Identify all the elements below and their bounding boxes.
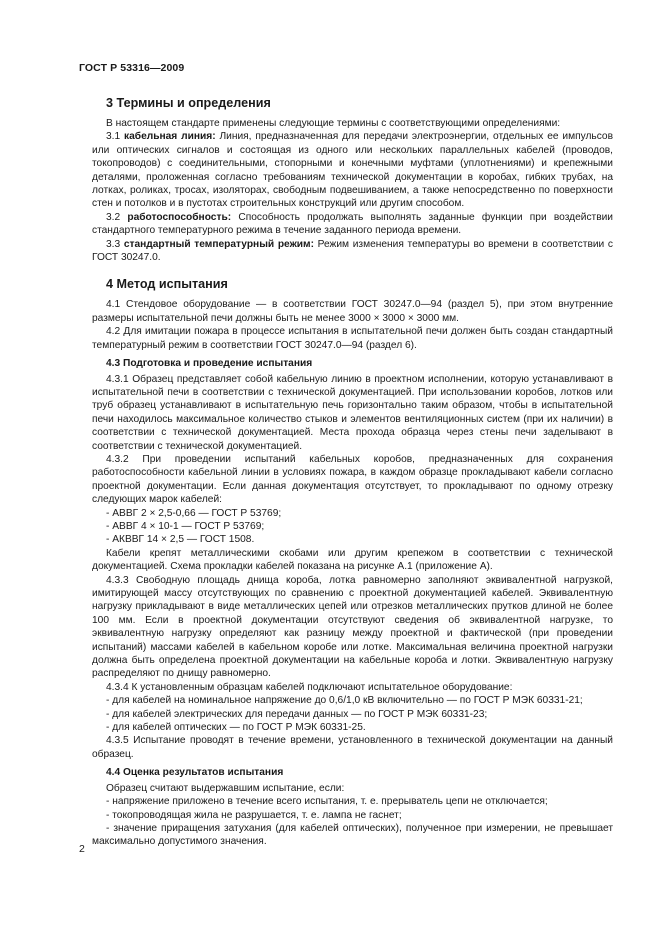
term-3-3-name: стандартный температурный режим: [123,238,314,250]
equipment-list-item: - для кабелей на номинальное напряжение до 0,6/1,0 кВ включительно — по ГОСТ Р МЭК 60331-21; [106,695,583,707]
term-3-3-definition: Режим изменения температуры во времени в соответствии с ГОСТ 30247.0. [92,238,613,264]
term-3-3 [92,238,613,265]
term-3-1-name: кабельная линия: [124,131,216,143]
clause-4-3-2-continued: Кабели крепят металлическими скобами или другим крепежом в соответствии с технической документацией. Схема прокладки кабелей показана на рисунке А.1 (приложение А). [92,547,613,573]
subsection-4-4-title: 4.4 Оценка результатов испытания [106,767,284,779]
clause-4-3-2: 4.3.2 При проведении испытаний кабельных коробов, предназначенных для сохранения работоспособности кабельной линии в условиях пожара, в каждом образце прокладывают кабели согласно проектной документации. Если данная документация отсутствует, то прокладывают по одному отрезку следующих марок кабелей: [92,453,613,506]
term-3-1-definition: Линия, предназначенная для передачи электроэнергии, отдельных ее импульсов или оптических сигналов и состоящая из одного или нескольких параллельных кабелей (проводов, токопроводов) с соединительными, стопорными и конечными муфтами (уплотнениями) и крепежными деталями, проложенная согласно требованиям технической документации в коробах, гибких трубах, на лотках, роликах, тросах, изоляторах, свободным подвешиванием, а также непосредственно по поверхности стен и потолков и в пустотах строительных конструкций или другим способом. [92,131,613,210]
section-4-title: 4 Метод испытания [106,277,228,292]
document-body [92,96,613,849]
condition-list-item: - токопроводящая жила не разрушается, т. е. лампа не гаснет; [106,809,402,821]
clause-4-2: 4.2 Для имитации пожара в процессе испытания в испытательной печи должен быть создан стандартный температурный режим в соответствии ГОСТ 30247.0—94 (раздел 6). [92,326,613,351]
term-3-2-definition: Способность продолжать выполнять заданные функции при воздействии стандартного температурного режима в течение заданного периода времени. [92,211,613,237]
section-3-title: 3 Термины и определения [106,96,271,110]
cable-list-item: - АВВГ 4 × 10-1 — ГОСТ Р 53769; [106,520,265,532]
term-3-2-number: 3.2 [106,211,128,223]
section-3-intro: В настоящем стандарте применены следующие термины с соответствующими определениями: [106,118,561,129]
term-3-1 [92,130,613,210]
clause-4-3-5: 4.3.5 Испытание проводят в течение времени, установленного в технической документации на данный образец. [92,735,613,760]
subsection-4-3-title: 4.3 Подготовка и проведение испытания [106,358,313,370]
document-code: ГОСТ Р 53316—2009 [79,62,185,74]
term-3-3-number: 3.3 [106,238,124,250]
clause-4-3-4: 4.3.4 К установленным образцам кабелей подключают испытательное оборудование: [106,681,513,693]
condition-list-item: - напряжение приложено в течение всего испытания, т. е. прерыватель цепи не отключается; [106,796,548,808]
page-number: 2 [79,843,85,855]
term-3-1-number: 3.1 [106,131,125,143]
equipment-list-item: - для кабелей оптических — по ГОСТ Р МЭК 60331-25. [106,722,366,734]
clause-4-3-1: 4.3.1 Образец представляет собой кабельную линию в проектном исполнении, которую устанавливают в испытательной печи в соответствии с технической документацией. При использовании коробов, лотков или труб образец устанавливают в испытательную печь горизонтально таким образом, чтобы в испытательной печи находилось максимальное количество стыков и элементов вентиляционных систем (при их наличии) в соответствии с технической документацией. Места прохода образца через стены печи заделывают в соответствии с технической документацией. [92,373,613,452]
condition-list-item: - значение приращения затухания (для кабелей оптических), полученное при измерении, не превышает максимально допустимого значения. [92,822,613,848]
cable-list-item: - АКВВГ 14 × 2,5 — ГОСТ 1508. [106,534,255,546]
clause-4-1: 4.1 Стендовое оборудование — в соответствии ГОСТ 30247.0—94 (раздел 5), при этом внутренние размеры испытательной печи должны быть не менее 3000 × 3000 × 3000 мм. [92,299,613,324]
term-3-2-name: работоспособность: [127,211,232,223]
clause-4-4: Образец считают выдержавшим испытание, если: [106,782,345,794]
clause-4-3-3: 4.3.3 Свободную площадь днища короба, лотка равномерно заполняют эквивалентной нагрузкой, имитирующей массу отсутствующих по сравнению с проектной документацией кабелей. Эквивалентную нагрузку прикладывают в виде металлических цепей или отрезков металлических прутков длиной не более 100 мм. Если в проектной документации отсутствуют сведения об эквивалентной нагрузке, то эквивалентную нагрузку определяют как разницу между проектной и фактической (при проведении испытаний) массами кабелей в кабельном коробе или лотке. Максимальная величина проектной нагрузки должна быть определена проектной документации на кабельные короба и лотки. Эквивалентную нагрузку распределяют по днищу равномерно. [92,574,613,680]
cable-list-item: - АВВГ 2 × 2,5-0,66 — ГОСТ Р 53769; [106,507,282,519]
term-3-2 [92,211,613,238]
equipment-list-item: - для кабелей электрических для передачи данных — по ГОСТ Р МЭК 60331-23; [106,708,488,720]
